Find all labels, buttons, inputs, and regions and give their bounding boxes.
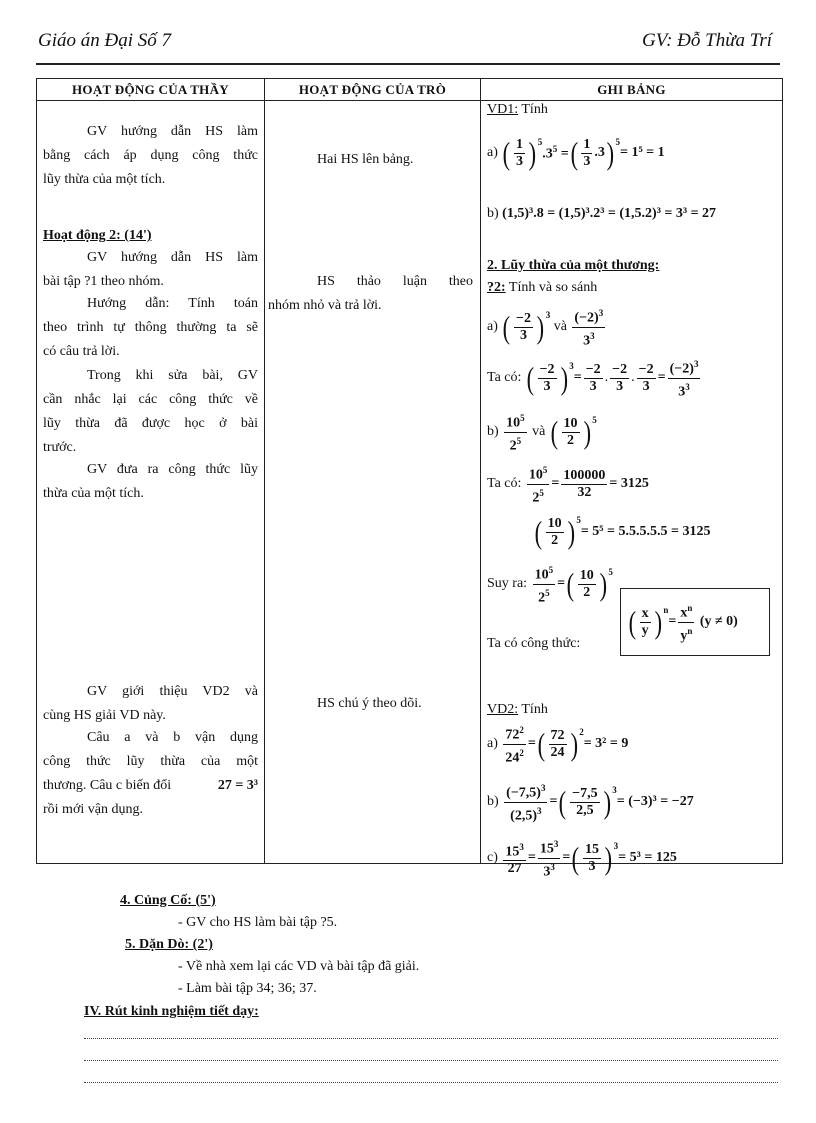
item-a-label: a) <box>487 736 498 751</box>
activity-2-title: Hoạt động 2: (14') <box>43 228 152 243</box>
teacher-line: có câu trả lời. <box>43 344 120 359</box>
col-header-board: GHI BẢNG <box>481 79 783 101</box>
dotted-line <box>84 1060 778 1061</box>
teacher-line: cần nhắc lại các công thức về <box>43 392 258 407</box>
vd2-text: Tính <box>521 702 548 717</box>
vd1-label: VD1: <box>487 102 519 117</box>
teacher-line: trước. <box>43 440 77 455</box>
teacher-line: Hướng dẫn: Tính toán <box>87 296 258 311</box>
teacher-line: lũy thừa đã được học ở bài <box>43 416 258 431</box>
vd1a-result: = 1⁵ = 1 <box>620 145 665 160</box>
teacher-line: cùng HS giải VD này. <box>43 708 166 723</box>
teacher-line: GV đưa ra công thức lũy <box>87 462 258 477</box>
section-2-title: 2. Lũy thừa của một thương: <box>487 258 660 273</box>
q2-text: Tính và so sánh <box>508 280 598 295</box>
col-header-teacher: HOẠT ĐỘNG CỦA THẦY <box>37 79 265 101</box>
homework-title: 5. Dặn Dò: (2') <box>125 937 213 952</box>
teacher-inline-math: 27 = 3³ <box>217 778 258 793</box>
vd1b-math: (1,5)³.8 = (1,5)³.2³ = (1,5.2)³ = 3³ = 27 <box>502 206 717 221</box>
vd2c-result: = 5³ = 125 <box>618 850 677 865</box>
taco-label: Ta có: <box>487 370 522 385</box>
item-a-label: a) <box>487 319 498 334</box>
vd1-text: Tính <box>521 102 548 117</box>
vd2b-result: = (−3)³ = −27 <box>616 794 694 809</box>
suyra-label: Suy ra: <box>487 576 528 591</box>
item-b-label: b) <box>487 424 499 439</box>
teacher-line: Câu a và b vận dụng <box>87 730 258 745</box>
teacher-line: thừa của một tích. <box>43 486 144 501</box>
teacher-column <box>37 101 265 864</box>
teacher-line: theo trình tự thông thường ta sẽ <box>43 320 258 335</box>
col-header-student: HOẠT ĐỘNG CỦA TRÒ <box>265 79 481 101</box>
formula-condition: (y ≠ 0) <box>699 614 738 629</box>
teacher-line: rồi mới vận dụng. <box>43 802 143 817</box>
taco-label: Ta có: <box>487 476 522 491</box>
teacher-line: bằng cách áp dụng công thức <box>43 148 258 163</box>
board-column: VD1: Tính a) ( 1 3 ) $^5$ $.3^5$ = ( 1 3 .3 ) $^5$ = 1⁵ = 1 b) (1,5)³.8 = (1,5)³.2³ = (1,5.2)³ = 3³ = 27 2. Lũy thừa của một thương: ?2: Tính và so sánh a) ( −2 3 ) $^3$ và $(-2)^3$ $3^3$ Ta có: ( −2 3 ) $^3$ = $\frac{-2}{3}$ . −2 3 . $\frac{-2}{3}$ = $\frac{(-2)^3}{3^3}$ b) $10^5$ $2^5$ và ( 10 2 ) $^5$ Ta có: $\frac{10^5}{2^5}$ = $\frac{100000}{32}$ = 3125 ( 10 2 ) $^5$ = 5⁵ = 5.5.5.5.5 = 3125 Suy ra: $\frac{10^5}{2^5}$ = ( 10 2 ) $^5$ Ta có công thức: VD2: Tính a) $\frac{72^2}{24^2}$ = ( 72 24 ) $^2$ = 3² = 9 b) $\frac{(-7,5)^3}{(2,5)^3}$ = ( −7,5 2,5 ) $^3$ = (−3)³ = −27 c) $\frac{15^3}{27}$ = $\frac{15^3}{3^3}$ = ( 15 3 ) $^3$ = 5³ = 125 <box>481 101 783 864</box>
header-right: GV: Đỗ Thừa Trí <box>641 30 772 51</box>
teacher-line: Trong khi sửa bài, GV <box>87 368 258 383</box>
item-a-label: a) <box>487 145 498 160</box>
homework-item: - Về nhà xem lại các VD và bài tập đã giải. <box>178 959 420 974</box>
formula-label: Ta có công thức: <box>487 636 581 651</box>
teacher-line: thương. Câu c biến đổi <box>43 778 172 793</box>
student-line: Hai HS lên bảng. <box>317 152 414 167</box>
header-rule <box>36 63 780 65</box>
student-line: HS thảo luận theo <box>317 274 473 289</box>
lesson-table <box>36 78 783 880</box>
homework-item: - Làm bài tập 34; 36; 37. <box>178 981 317 996</box>
item-b-label: b) <box>487 206 499 221</box>
power-expansion: = 5⁵ = 5.5.5.5.5 = 3125 <box>580 524 711 539</box>
consolidation-item: - GV cho HS làm bài tập ?5. <box>178 915 338 930</box>
vd2a-result: = 3² = 9 <box>583 736 629 751</box>
student-column <box>265 101 481 864</box>
item-c-label: c) <box>487 850 498 865</box>
teacher-line: GV giới thiệu VD2 và <box>87 684 258 699</box>
taco-result: = 3125 <box>609 476 649 491</box>
experience-title: IV. Rút kinh nghiệm tiết dạy: <box>84 1004 259 1019</box>
and-word: và <box>553 319 567 334</box>
vd2-label: VD2: <box>487 702 519 717</box>
teacher-line: GV hướng dẫn HS làm <box>87 124 258 139</box>
item-b-label: b) <box>487 794 499 809</box>
teacher-line: GV hướng dẫn HS làm <box>87 250 258 265</box>
header-left: Giáo án Đại Số 7 <box>38 30 171 51</box>
q2-label: ?2: <box>487 280 506 295</box>
dotted-line <box>84 1082 778 1083</box>
and-word: và <box>532 424 546 439</box>
dotted-line <box>84 1038 778 1039</box>
student-line: nhóm nhỏ và trả lời. <box>268 298 382 313</box>
quotient-power-formula-box: ( x y ) $^n$ = $\frac{x^n}{y^n}$ (y ≠ 0) <box>620 588 770 656</box>
teacher-line: lũy thừa của một tích. <box>43 172 166 187</box>
teacher-line: công thức lũy thừa của một <box>43 754 258 769</box>
teacher-line: bài tập ?1 theo nhóm. <box>43 274 164 289</box>
student-line: HS chú ý theo dõi. <box>317 696 422 711</box>
consolidation-title: 4. Củng Cố: (5') <box>120 893 216 908</box>
